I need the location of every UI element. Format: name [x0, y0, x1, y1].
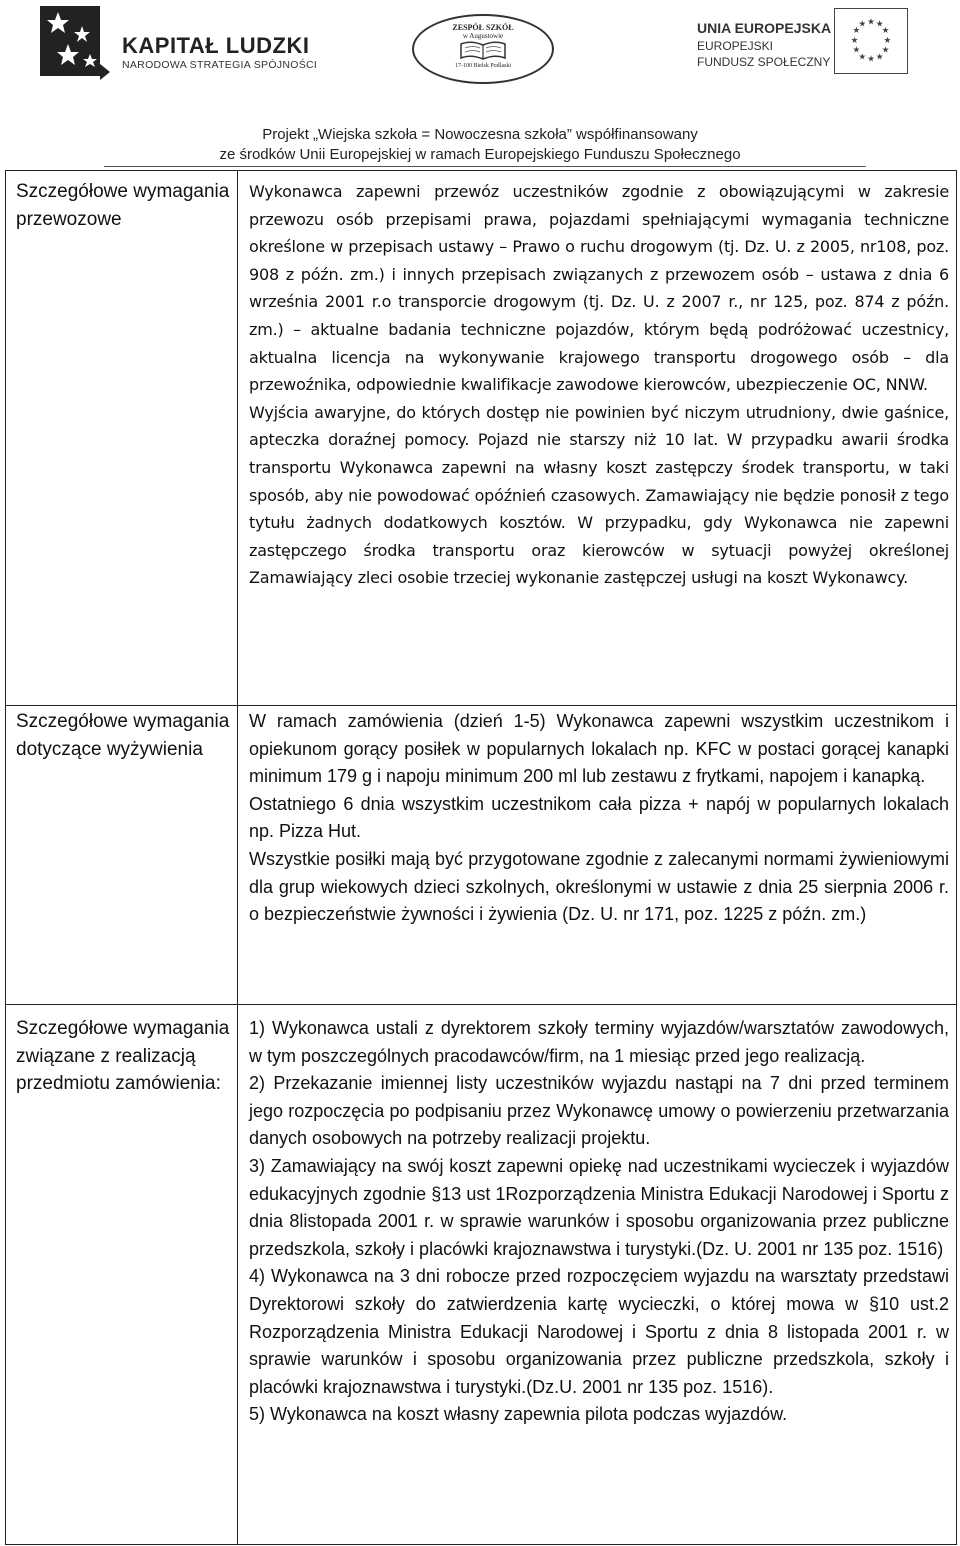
svg-text:★: ★: [867, 17, 875, 28]
school-name: ZESPÓŁ SZKÓŁ: [452, 23, 514, 32]
project-line-2: ze środków Unii Europejskiej w ramach Europejskiego Funduszu Społecznego: [219, 146, 741, 163]
paragraph: 3) Zamawiający na swój koszt zapewni opiekę nad uczestnikami wycieczek i wyjazdów edukacyjnych zgodnie §13 ust 1Rozporządzenia Ministra Edukacji Narodowej i Sportu z dnia 8listopada 2001 r. w sprawie warunków i sposobu organizowania przez publiczne przedszkola, szkoły i placówki krajoznawstwa i turystyki.(Dz. U. 2001 nr 135 poz. 1516): [249, 1155, 949, 1259]
paragraph: W ramach zamówienia (dzień 1-5) Wykonawca zapewni wszystkim uczestnikom i opiekunom gorący posiłek w popularnych lokalach np. KFC w postaci gorącej kanapki minimum 179 g i napoju minimum 200 ml lub zestawu z frytkami, napojem i kanapką.: [249, 711, 949, 787]
requirements-table: [5, 170, 957, 1545]
school-address: 17-100 Bielsk Podlaski: [454, 63, 511, 69]
svg-text:★: ★: [852, 45, 861, 56]
svg-text:★: ★: [881, 26, 890, 37]
paragraph: 1) Wykonawca ustali z dyrektorem szkoły terminy wyjazdów/warsztatów zawodowych, w tym poszczególnych pracodawców/firm, na 1 miesiąc przed jego realizacją.: [249, 1018, 949, 1066]
svg-text:★: ★: [883, 35, 892, 46]
document-header: [0, 0, 960, 170]
paragraph: Ostatniego 6 dnia wszystkim uczestnikom cała pizza + napój w popularnych lokalach np. Pizza Hut.: [249, 793, 949, 842]
svg-text:★: ★: [875, 19, 884, 30]
row-separator: [6, 705, 956, 706]
kapital-ludzki-emblem-icon: [38, 4, 110, 80]
row-separator: [6, 1004, 956, 1005]
paragraph: 5) Wykonawca na koszt własny zapewnia pilota podczas wyjazdów.: [249, 1404, 788, 1425]
kapital-ludzki-subtitle: NARODOWA STRATEGIA SPÓJNOŚCI: [122, 59, 318, 71]
column-divider: [237, 171, 238, 1544]
paragraph: 4) Wykonawca na 3 dni robocze przed rozpoczęciem wyjazdu na warsztaty przedstawi Dyrektorowi szkoły do zatwierdzenia kartę wycieczki, o której mowa w §10 ust.2 Rozporządzenia Ministra Edukacji Narodowej i Sportu z dnia 8 listopada 2001 r. w sprawie warunków i sposobu organizowania przez publiczne przedszkola, szkoły i placówki krajoznawstwa i turystyki.(Dz.U. 2001 nr 135 poz. 1516).: [249, 1266, 949, 1397]
project-line-1: Projekt „Wiejska szkoła = Nowoczesna szkoła” współfinansowany: [262, 126, 698, 143]
paragraph: Wykonawca zapewni przewóz uczestników zgodnie z obowiązującymi w zakresie przewozu osób przepisami prawa, pojazdami spełniającymi wymagania techniczne określone w przepisach ustawy – Prawo o ruchu drogowym (tj. Dz. U. z 2005, nr108, poz. 908 z późn. zm.) i innych przepisach związanych z przewozem osób – ustawa z dnia 6 września 2001 r.o transporcie drogowym (tj. Dz. U. z 2007 r., nr 125, poz. 874 z późn. zm.) – aktualne badania techniczne pojazdów, którym będą podróżować uczestnicy, aktualna licencja na wykonywanie krajowego transportu drogowego osób – dla przewoźnika, odpowiednie kwalifikacje zawodowe kierowców, ubezpieczenie OC, NNW.: [249, 182, 949, 395]
row-content-catering: [249, 708, 949, 929]
kapital-ludzki-logo: [38, 4, 338, 84]
row-content-transport: [249, 178, 949, 592]
paragraph: 2) Przekazanie imiennej listy uczestników wyjazdu nastąpi na 7 dni przed terminem jego rozpoczęcia po podpisaniu przez Wykonawcę umowy o powierzeniu przetwarzania danych osobowych na potrzeby realizacji projektu.: [249, 1073, 949, 1149]
row-label-transport: Szczegółowe wymagania przewozowe: [16, 181, 230, 230]
svg-text:★: ★: [858, 52, 867, 63]
school-logo: [412, 14, 554, 84]
svg-text:★: ★: [850, 35, 859, 46]
row-label-catering: Szczegółowe wymagania dotyczące wyżywienia: [16, 711, 230, 760]
svg-text:★: ★: [858, 19, 867, 30]
open-book-icon: [459, 40, 507, 60]
svg-text:★: ★: [881, 45, 890, 56]
header-divider: [104, 166, 866, 167]
school-place: w Augustowie: [462, 32, 504, 40]
row-content-execution: [249, 1015, 949, 1429]
eu-flag-icon: [834, 8, 908, 74]
paragraph: Wszystkie posiłki mają być przygotowane zgodnie z zalecanymi normami żywieniowymi dla grup wiekowych dzieci szkolnych, określonymi w ustawie z dnia 25 sierpnia 2006 r. o bezpieczeństwie żywności i żywienia (Dz. U. nr 171, poz. 1225 z późn. zm.): [249, 848, 949, 925]
paragraph: Wyjścia awaryjne, do których dostęp nie powinien być niczym utrudniony, dwie gaśnice, apteczka doraźnej pomocy. Pojazd nie starszy niż 10 lat. W przypadku awarii środka transportu Wykonawca zapewni na własny koszt zastępczy środek transportu, w taki sposób, aby nie powodować opóźnień czasowych. Zamawiający nie będzie ponosił z tego tytułu żadnych dodatkowych kosztów. W przypadku, gdy Wykonawca nie zapewni zastępczego środka transportu oraz kierowców w sytuacji powyżej określonej Zamawiający zleci osobie trzeciej wykonanie zastępczej usługi na koszt Wykonawcy.: [249, 402, 949, 588]
eu-logo-line3: FUNDUSZ SPOŁECZNY: [697, 55, 831, 69]
eu-logo-line1: UNIA EUROPEJSKA: [697, 20, 832, 36]
eu-logo: [697, 8, 913, 80]
eu-logo-line2: EUROPEJSKI: [697, 39, 774, 53]
svg-text:★: ★: [852, 26, 861, 37]
svg-text:★: ★: [875, 52, 884, 63]
row-label-execution: Szczegółowe wymagania związane z realizacją przedmiotu zamówienia:: [16, 1018, 230, 1095]
kapital-ludzki-title: KAPITAŁ LUDZKI: [122, 33, 310, 58]
svg-text:★: ★: [867, 54, 875, 65]
